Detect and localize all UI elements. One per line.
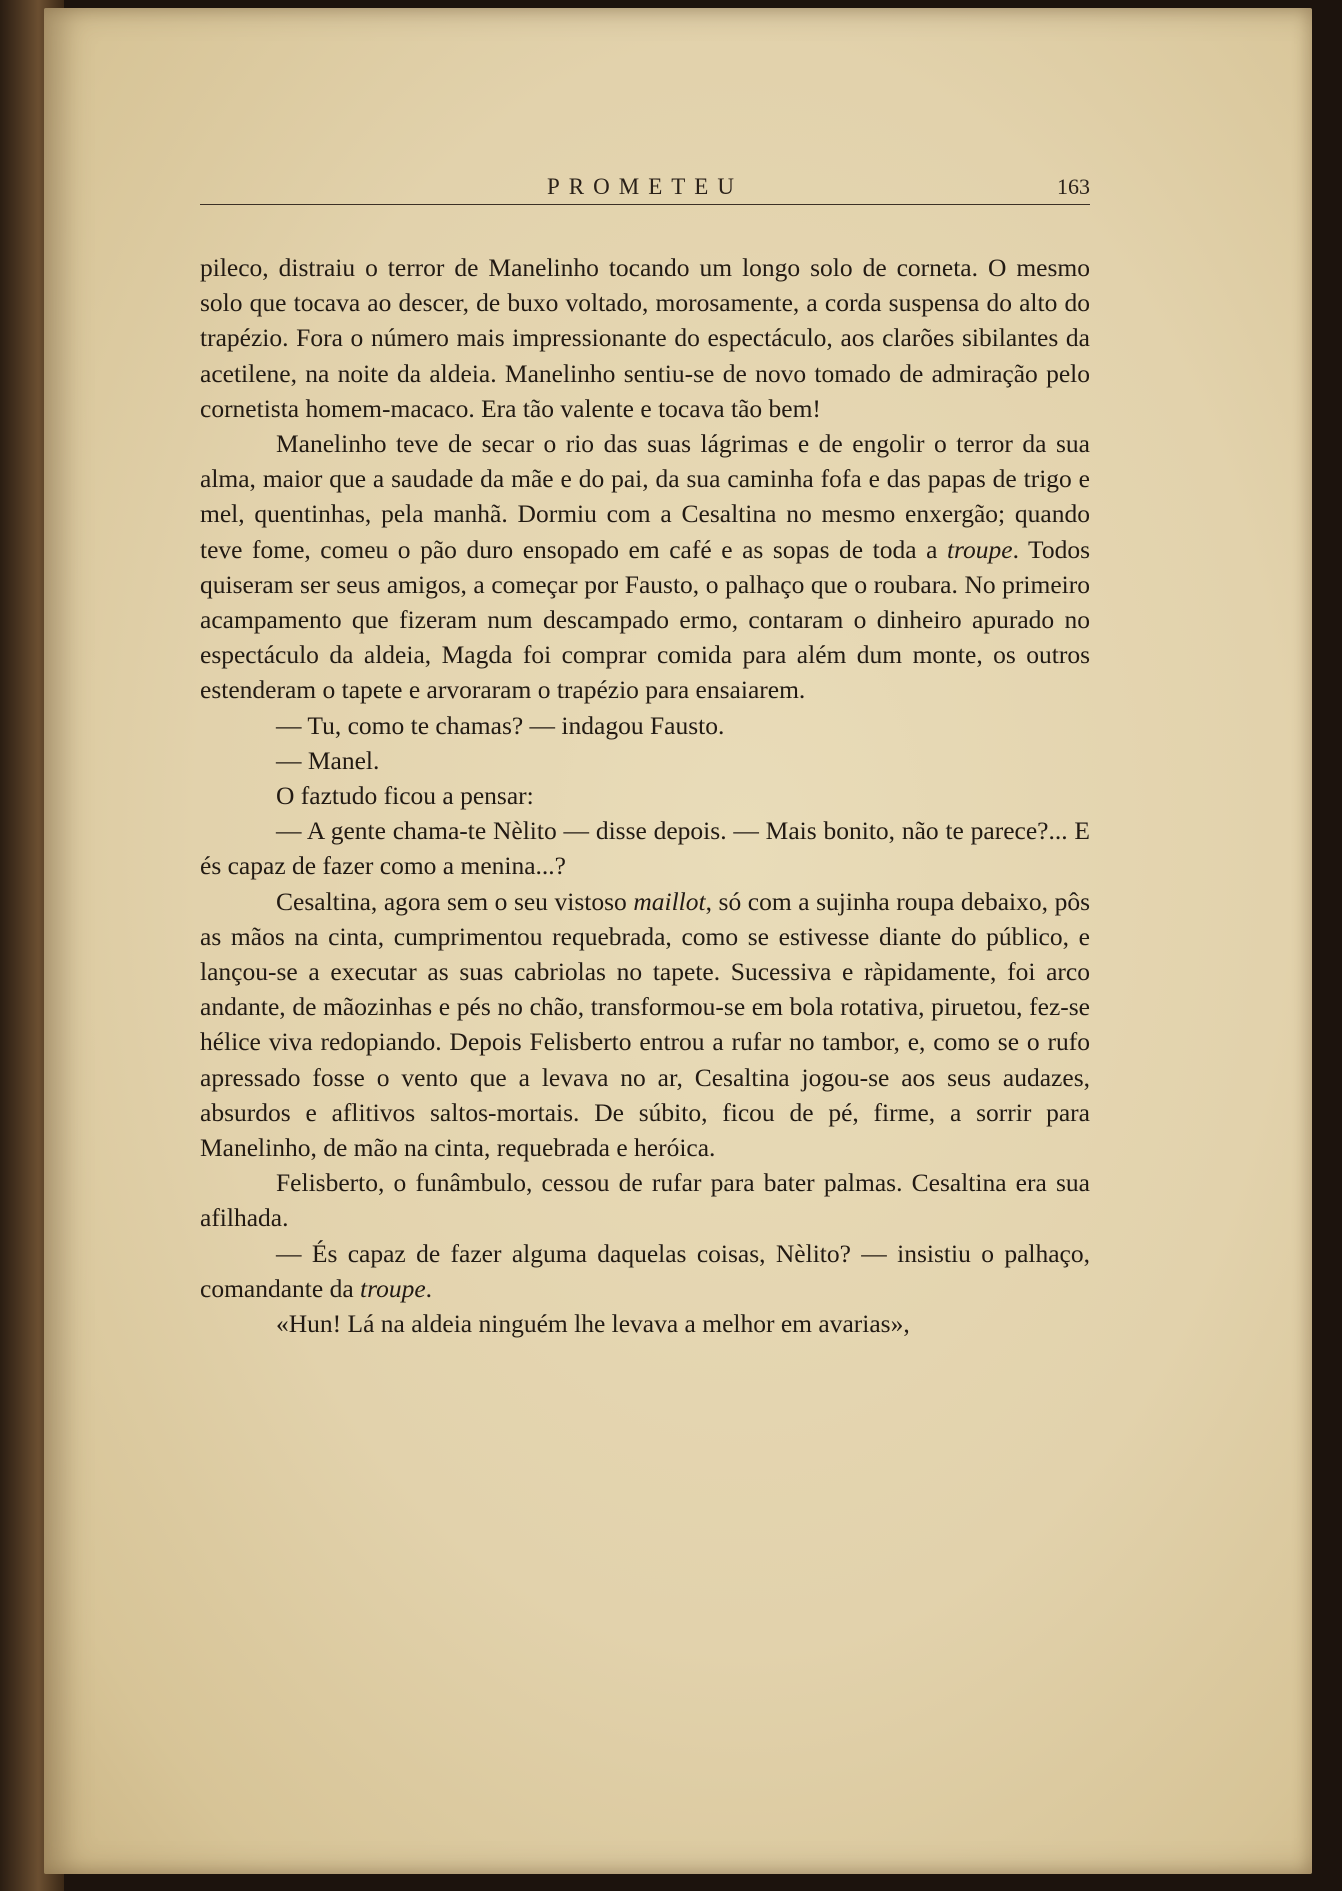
paragraph-2-italic: troupe xyxy=(946,534,1013,564)
paragraph-3-text-a: Cesaltina, agora sem o seu vistoso xyxy=(276,886,634,916)
paragraph-5: «Hun! Lá na aldeia ninguém lhe levava a melhor em avarias», xyxy=(276,1309,910,1339)
dialogue-line-4-text-b: . xyxy=(425,1273,433,1303)
dialogue-line-4 xyxy=(200,1236,1090,1306)
paragraph-4: Felisberto, o funâmbulo, cessou de rufar para bater palmas. Cesaltina era sua afilhada. xyxy=(200,1168,1090,1233)
page-header xyxy=(200,168,1090,208)
dialogue-line-2: — Manel. xyxy=(276,745,380,775)
paragraph-3 xyxy=(200,884,1090,1166)
header-rule xyxy=(200,204,1090,205)
body-text xyxy=(200,250,1090,1341)
dialogue-line-4-text-a: — És capaz de fazer alguma daquelas coisas, Nèlito? — insistiu o palhaço, comandante da xyxy=(200,1238,1090,1303)
running-title: PROMETEU xyxy=(547,174,743,199)
dialogue-line-3: — A gente chama-te Nèlito — disse depois. — Mais bonito, não te parece?... E és capaz de fazer como a menina...? xyxy=(200,816,1090,881)
paragraph-1: pileco, distraiu o terror de Manelinho tocando um longo solo de corneta. O mesmo solo que tocava ao descer, de buxo voltado, morosamente, a corda suspensa do alto do trapézio. Fora o número mais impressionante do espectáculo, aos clarões sibilantes da acetilene, na noite da aldeia. Manelinho sentiu-se de novo tomado de admiração pelo cornetista homem-macaco. Era tão valente e tocava tão bem! xyxy=(200,253,1090,423)
narration-line: O faztudo ficou a pensar: xyxy=(276,781,534,811)
page-number: 163 xyxy=(1057,174,1090,199)
paragraph-3-text-b: , só com a sujinha roupa debaixo, pôs as mãos na cinta, cumprimentou requebrada, como se estivesse diante do público, e lançou-se a executar as suas cabriolas no tapete. Sucessiva e ràpidamente, foi arco andante, de mãozinhas e pés no chão, transformou-se em bola rotativa, piruetou, fez-se hélice viva redopiando. Depois Felisberto entrou a rufar no tambor, e, como se o rufo apressado fosse o vento que a levava no ar, Cesaltina jogou-se aos seus audazes, absurdos e aflitivos saltos-mortais. De súbito, ficou de pé, firme, a sorrir para Manelinho, de mão na cinta, requebrada e heróica. xyxy=(200,886,1090,1163)
dialogue-line-1: — Tu, como te chamas? — indagou Fausto. xyxy=(276,710,725,740)
paragraph-2-text-b: . Todos quiseram ser seus amigos, a começar por Fausto, o palhaço que o roubara. No primeiro acampamento que fizeram num descampado ermo, contaram o dinheiro apurado no espectáculo da aldeia, Magda foi comprar comida para além dum monte, os outros estenderam o tapete e arvoraram o trapézio para ensaiarem. xyxy=(200,534,1090,705)
dialogue-line-4-italic: troupe xyxy=(360,1273,426,1303)
paragraph-2-text-a: Manelinho teve de secar o rio das suas lágrimas e de engolir o terror da sua alma, maior que a saudade da mãe e do pai, da sua caminha fofa e das papas de trigo e mel, quentinhas, pela manhã. Dormiu com a Cesaltina no mesmo enxergão; quando teve fome, comeu o pão duro ensopado em café e as sopas de toda a xyxy=(200,429,1090,564)
paragraph-2 xyxy=(200,426,1090,708)
paragraph-3-italic: maillot xyxy=(633,886,706,916)
